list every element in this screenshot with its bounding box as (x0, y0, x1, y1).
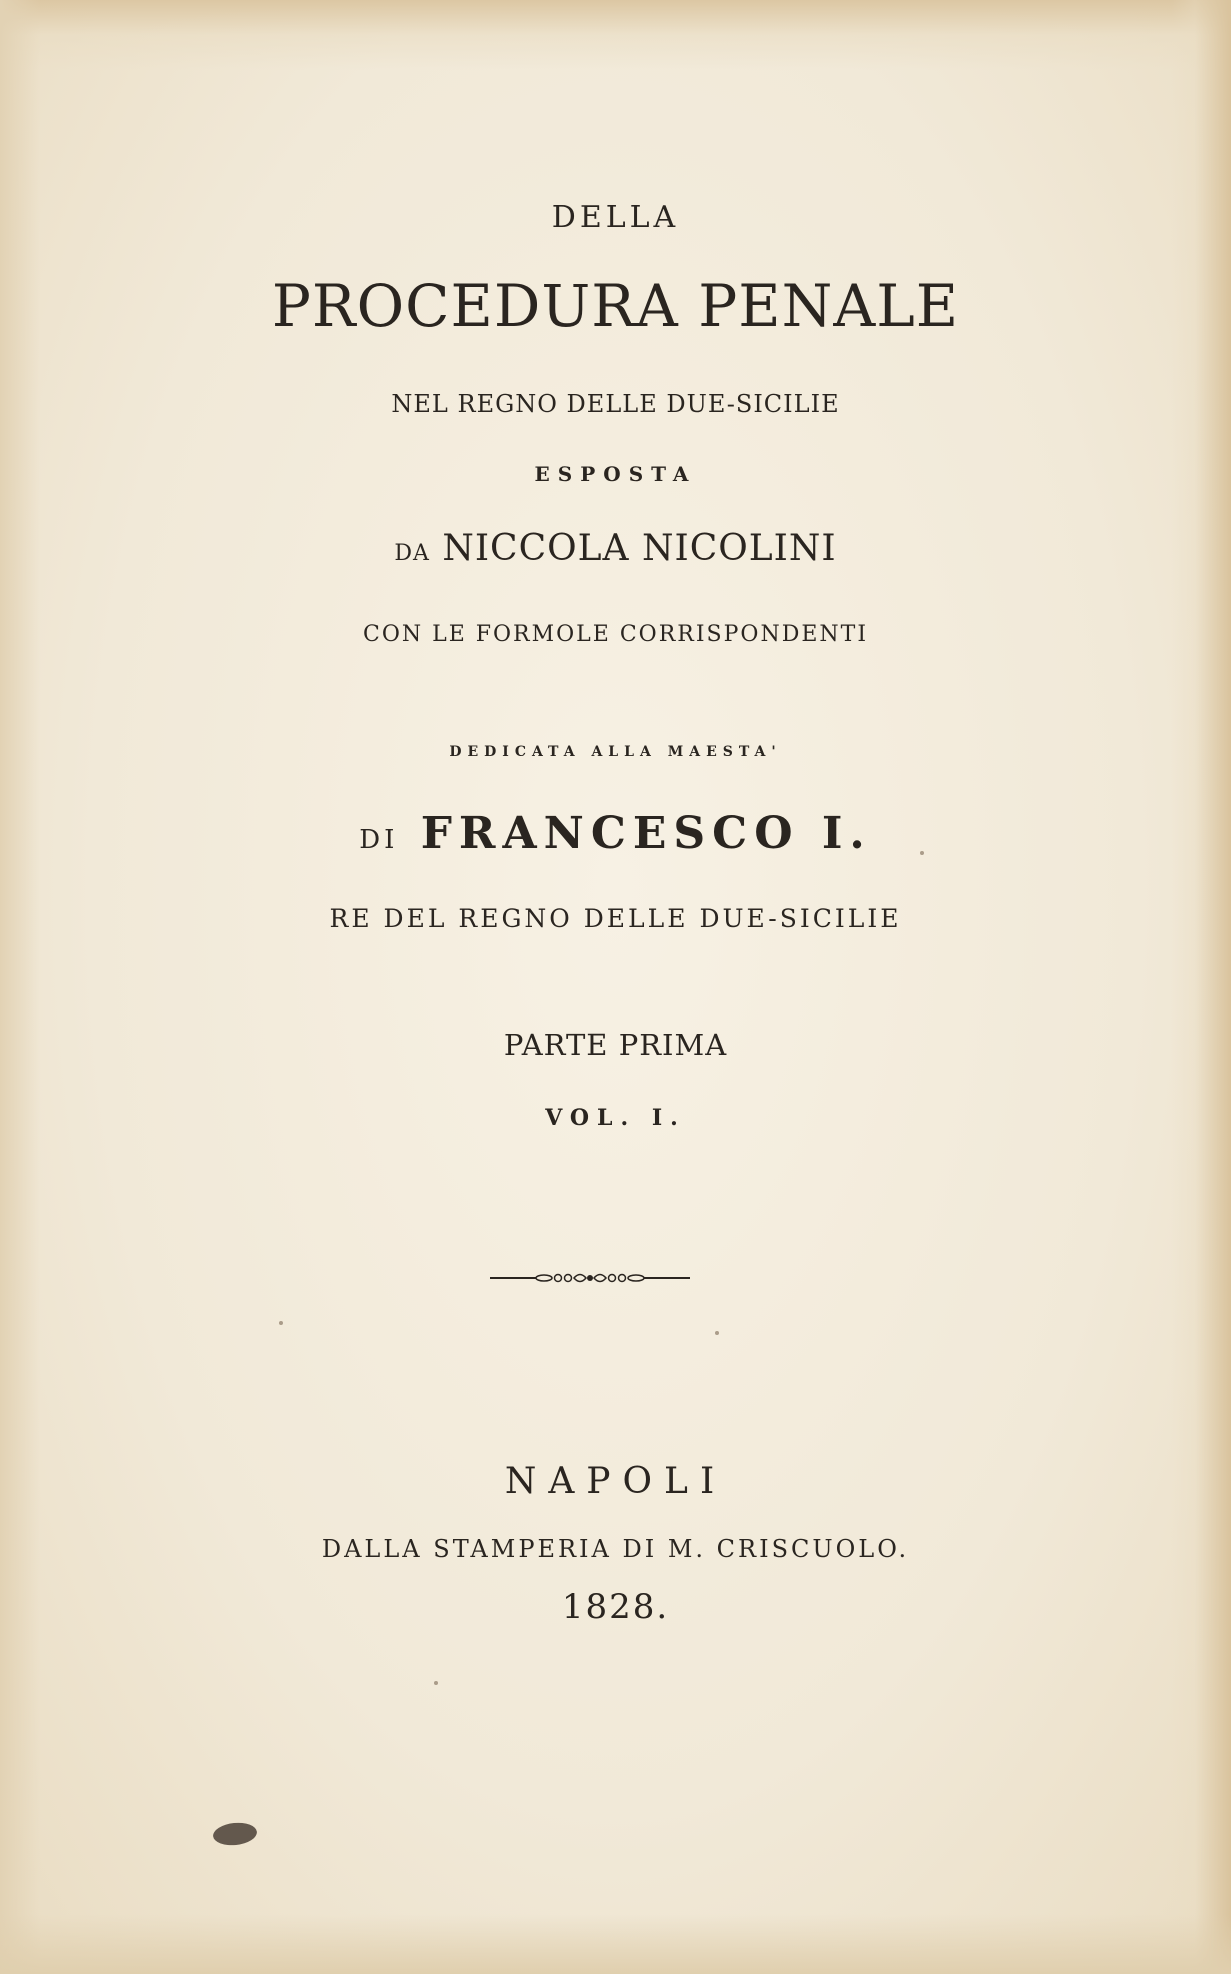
paper-speck (434, 1681, 438, 1685)
ink-stain (212, 1821, 258, 1847)
title-della: DELLA (551, 200, 680, 235)
paper-speck (715, 1331, 719, 1335)
author-line (0, 528, 1231, 569)
part-label: PARTE PRIMA (503, 1028, 728, 1062)
main-title: PROCEDURA PENALE (271, 272, 960, 340)
subtitle-esposta: ESPOSTA (534, 462, 697, 486)
aged-bottom-edge (0, 1914, 1231, 1974)
dedicatee-name: FRANCESCO I. (420, 808, 872, 859)
imprint-printer: DALLA STAMPERIA DI M. CRISCUOLO. (321, 1535, 910, 1563)
paper-speck (279, 1321, 283, 1325)
dedicatee-line (0, 808, 1231, 859)
aged-top-edge (0, 0, 1231, 70)
volume-label: VOL. I. (545, 1105, 686, 1131)
dedicatee-prefix: DI (359, 825, 399, 855)
author-prefix: DA (394, 541, 430, 566)
rule-ornament-icon (490, 1266, 690, 1290)
imprint-year: 1828. (561, 1587, 670, 1627)
dedication-line: DEDICATA ALLA MAESTA' (449, 744, 782, 760)
author-name: NICCOLA NICOLINI (442, 528, 837, 569)
dedicatee-title: RE DEL REGNO DELLE DUE-SICILIE (329, 904, 902, 933)
subtitle-formole: CON LE FORMOLE CORRISPONDENTI (362, 622, 869, 647)
imprint-city: NAPOLI (504, 1461, 727, 1502)
subtitle-regno: NEL REGNO DELLE DUE-SICILIE (391, 390, 840, 418)
